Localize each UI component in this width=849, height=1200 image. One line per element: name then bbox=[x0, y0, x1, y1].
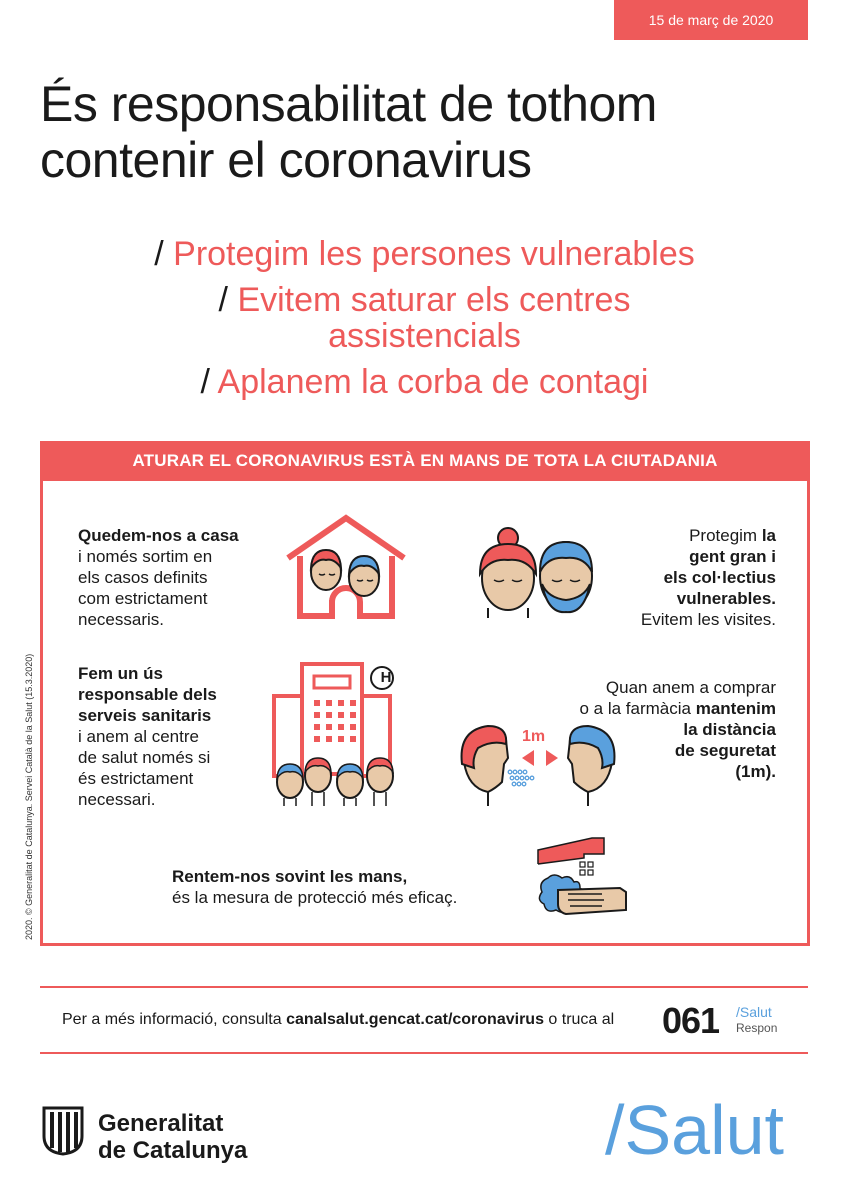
slash: / bbox=[200, 363, 210, 401]
tip2-bold: els col·lectius bbox=[663, 568, 776, 587]
tip3-bold: responsable dels bbox=[78, 685, 217, 704]
slogan-2-cont: assistencials bbox=[328, 317, 521, 355]
tip3-line: de salut només si bbox=[78, 748, 211, 767]
slogans bbox=[0, 236, 849, 410]
tip3-line: és estrictament bbox=[78, 769, 194, 788]
tip2-bold: gent gran i bbox=[689, 547, 776, 566]
slogan-2-text: Evitem saturar els centres bbox=[237, 281, 631, 319]
generalitat-line-2: de Catalunya bbox=[98, 1137, 248, 1164]
generalitat-name bbox=[98, 1110, 247, 1164]
side-credit: 2020. © Generalitat de Catalunya. Servei Català de la Salut (15.3.2020) bbox=[24, 653, 34, 940]
tip4-bold: mantenim bbox=[695, 699, 776, 718]
tip-protect-elderly bbox=[560, 525, 776, 630]
tip2-line: Protegim bbox=[689, 526, 762, 545]
hospital-mark: H bbox=[380, 669, 392, 686]
tip-health-services bbox=[78, 663, 217, 810]
tip4-line: Quan anem a comprar bbox=[605, 678, 776, 697]
tip1-line: necessaris. bbox=[78, 610, 164, 629]
generalitat-logo-icon bbox=[40, 1106, 86, 1156]
arrow-right-icon bbox=[546, 750, 558, 766]
slogan-3 bbox=[0, 364, 849, 400]
tip3-bold: serveis sanitaris bbox=[78, 706, 212, 725]
slash: / bbox=[154, 235, 164, 273]
hand-wash-icon bbox=[532, 832, 632, 924]
slogan-2 bbox=[0, 282, 849, 318]
tip1-line: i només sortim en bbox=[78, 547, 213, 566]
tip3-line: i anem al centre bbox=[78, 727, 199, 746]
title-line-1: És responsabilitat de tothom bbox=[40, 76, 657, 132]
tip2-bold: la bbox=[761, 526, 776, 545]
slash: / bbox=[218, 281, 228, 319]
arrow-left-icon bbox=[522, 750, 534, 766]
phone-sub: /Salut bbox=[736, 1004, 772, 1020]
face-icon bbox=[311, 550, 341, 590]
salut-brand: /Salut bbox=[605, 1091, 784, 1169]
tip1-line: com estrictament bbox=[78, 589, 208, 608]
divider-top bbox=[40, 986, 808, 988]
tip3-line: necessari. bbox=[78, 790, 156, 809]
tip-wash-hands bbox=[172, 866, 457, 908]
generalitat-line-1: Generalitat bbox=[98, 1110, 224, 1137]
slogan-3-text: Aplanem la corba de contagi bbox=[217, 363, 649, 401]
date-badge: 15 de març de 2020 bbox=[614, 0, 808, 40]
slogan-1-text: Protegim les persones vulnerables bbox=[173, 235, 695, 273]
tip-stay-home bbox=[78, 525, 239, 630]
tip5-line: és la mesura de protecció més eficaç. bbox=[172, 888, 458, 907]
info-post: o truca al bbox=[543, 1011, 615, 1028]
title-line-2: contenir el coronavirus bbox=[40, 132, 532, 188]
info-text bbox=[62, 1011, 614, 1029]
info-line bbox=[62, 1000, 802, 1043]
distance-label: 1m bbox=[522, 728, 546, 745]
info-pre: Per a més informació, consulta bbox=[62, 1011, 287, 1028]
info-url-link[interactable]: canalsalut.gencat.cat/coronavirus bbox=[286, 1011, 544, 1028]
tip1-bold: Quedem-nos a casa bbox=[78, 526, 239, 545]
tip1-line: els casos definits bbox=[78, 568, 208, 587]
divider-bottom bbox=[40, 1052, 808, 1054]
tip2-line: Evitem les visites. bbox=[640, 610, 776, 629]
phone-number[interactable]: 061 bbox=[662, 1000, 720, 1041]
panel-header: ATURAR EL CORONAVIRUS ESTÀ EN MANS DE TOTA LA CIUTADANIA bbox=[40, 441, 810, 481]
phone-sub-2: Respon bbox=[736, 1021, 778, 1035]
tip5-bold: Rentem-nos sovint les mans, bbox=[172, 867, 408, 886]
page-title bbox=[40, 76, 820, 188]
tip4-bold: la distància bbox=[683, 720, 776, 739]
slogan-1 bbox=[0, 236, 849, 272]
tip4-bold: (1m). bbox=[735, 762, 776, 781]
tip2-bold: vulnerables. bbox=[676, 589, 776, 608]
tip3-bold: Fem un ús bbox=[78, 664, 164, 683]
tip4-bold: de seguretat bbox=[674, 741, 776, 760]
house-family-icon bbox=[282, 512, 410, 620]
tip4-line: o a la farmàcia bbox=[579, 699, 696, 718]
